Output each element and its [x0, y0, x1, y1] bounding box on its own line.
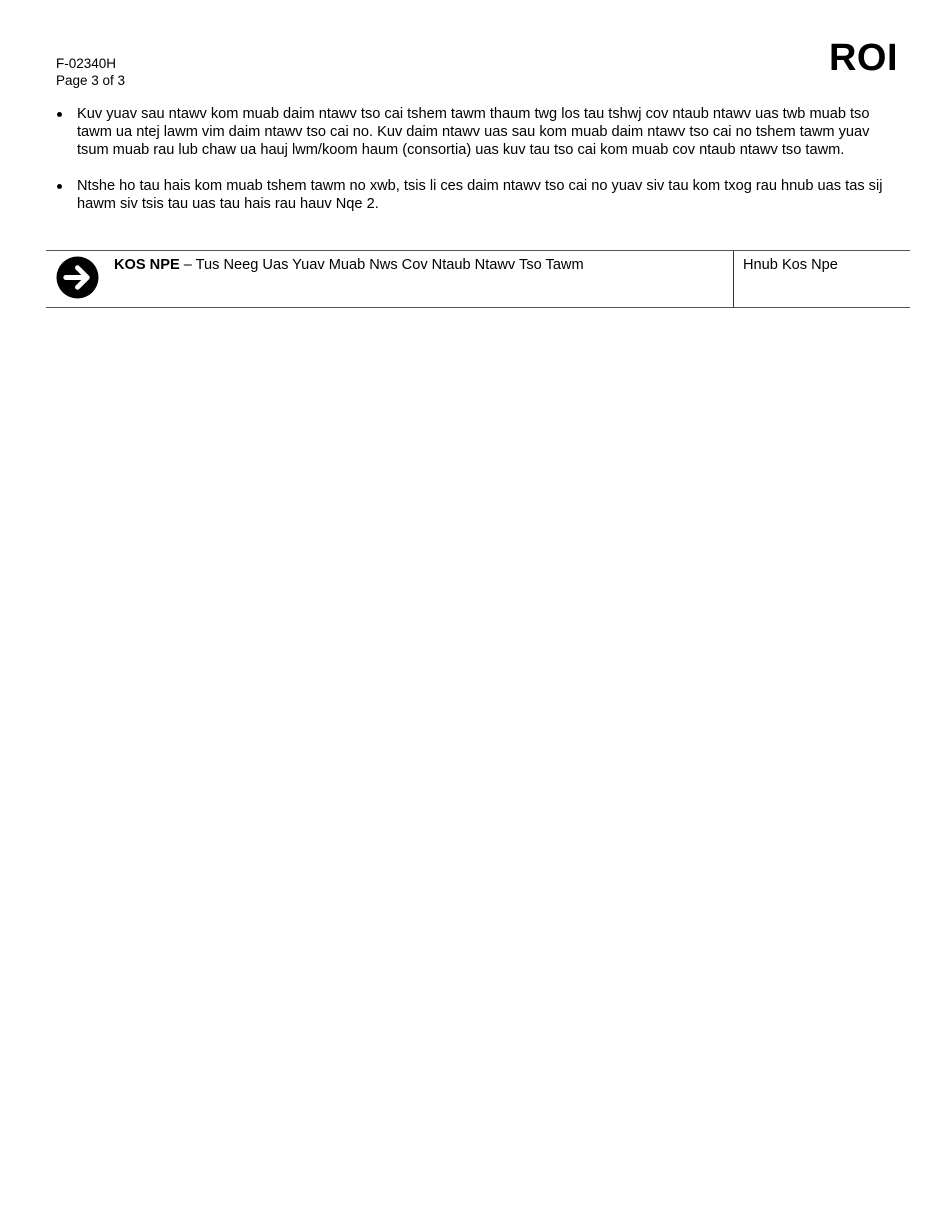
signature-table — [46, 250, 910, 308]
list-item — [56, 177, 896, 213]
signature-date-field[interactable] — [734, 251, 910, 307]
list-item — [56, 105, 896, 159]
signature-label — [114, 256, 584, 274]
form-number: F-02340H — [56, 56, 117, 71]
form-meta — [56, 55, 125, 89]
signature-field[interactable] — [46, 251, 734, 307]
bullet-icon — [57, 112, 62, 117]
instruction-list — [56, 105, 896, 231]
signature-label-rest: – Tus Neeg Uas Yuav Muab Nws Cov Ntaub Ntawv Tso Tawm — [179, 257, 584, 273]
list-item-text: Kuv yuav sau ntawv kom muab daim ntawv tso cai tshem tawm thaum twg los tau tshwj cov ntaub ntawv uas twb muab tso tawm ua ntej lawm vim daim ntawv tso cai no. Kuv daim ntawv uas sau kom muab daim ntawv tso cai no tshem tawm yuav tsum muab rau lub chaw ua hauj lwm/koom haum (consortia) uas kuv tau tso cai kom muab cov ntaub ntawv tso tawm. — [77, 106, 870, 158]
signature-label-bold: KOS NPE — [114, 257, 180, 273]
signature-date-label: Hnub Kos Npe — [743, 257, 838, 273]
roi-badge: ROI — [828, 37, 898, 79]
list-item-text: Ntshe ho tau hais kom muab tshem tawm no xwb, tsis li ces daim ntawv tso cai no yuav siv tau kom txog rau hnub uas tas sij hawm siv tsis tau uas tau hais rau hauv Nqe 2. — [77, 178, 883, 212]
arrow-right-circle-icon — [56, 256, 99, 299]
page-info: Page 3 of 3 — [56, 73, 126, 88]
bullet-icon — [57, 184, 62, 189]
